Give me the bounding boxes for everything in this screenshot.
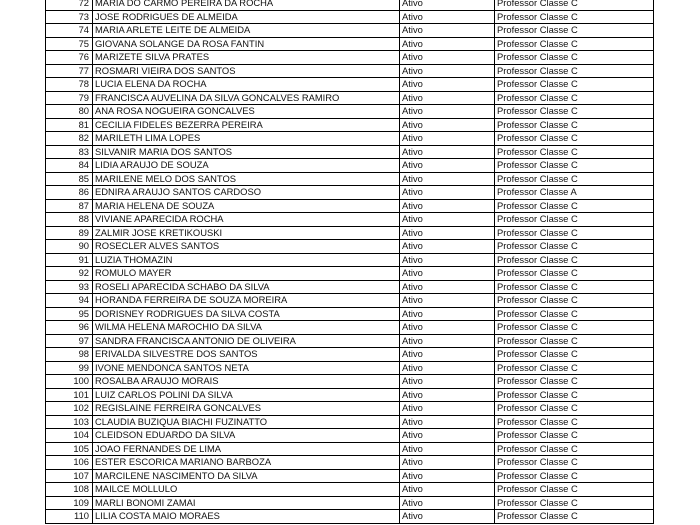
status-cell: Ativo — [400, 415, 495, 429]
role-cell: Professor Classe C — [495, 240, 654, 254]
status-cell: Ativo — [400, 510, 495, 524]
role-cell: Professor Classe C — [495, 429, 654, 443]
status-cell: Ativo — [400, 496, 495, 510]
row-number-cell: 105 — [46, 442, 93, 456]
status-cell: Ativo — [400, 78, 495, 92]
name-cell: MARIA DO CARMO PEREIRA DA ROCHA — [93, 0, 400, 10]
role-cell: Professor Classe C — [495, 496, 654, 510]
status-cell: Ativo — [400, 91, 495, 105]
name-cell: ROSELI APARECIDA SCHABO DA SILVA — [93, 280, 400, 294]
role-cell: Professor Classe C — [495, 375, 654, 389]
name-cell: MARIZETE SILVA PRATES — [93, 51, 400, 65]
table-row — [46, 24, 654, 38]
name-cell: LUZIA THOMAZIN — [93, 253, 400, 267]
name-cell: MARLI BONOMI ZAMAI — [93, 496, 400, 510]
row-number-cell: 89 — [46, 226, 93, 240]
role-cell: Professor Classe C — [495, 78, 654, 92]
name-cell: MARIA HELENA DE SOUZA — [93, 199, 400, 213]
table-row — [46, 51, 654, 65]
status-cell: Ativo — [400, 294, 495, 308]
status-cell: Ativo — [400, 64, 495, 78]
table-row — [46, 348, 654, 362]
name-cell: ROMULO MAYER — [93, 267, 400, 281]
status-cell: Ativo — [400, 253, 495, 267]
row-number-cell: 90 — [46, 240, 93, 254]
table-row — [46, 402, 654, 416]
status-cell: Ativo — [400, 334, 495, 348]
table-row — [46, 267, 654, 281]
row-number-cell: 107 — [46, 469, 93, 483]
role-cell: Professor Classe C — [495, 442, 654, 456]
status-cell: Ativo — [400, 483, 495, 497]
table-row — [46, 307, 654, 321]
table-row — [46, 91, 654, 105]
row-number-cell: 100 — [46, 375, 93, 389]
name-cell: MARCILENE NASCIMENTO DA SILVA — [93, 469, 400, 483]
role-cell: Professor Classe C — [495, 267, 654, 281]
name-cell: JOAO FERNANDES DE LIMA — [93, 442, 400, 456]
name-cell: JOSE RODRIGUES DE ALMEIDA — [93, 10, 400, 24]
name-cell: EDNIRA ARAUJO SANTOS CARDOSO — [93, 186, 400, 200]
name-cell: FRANCISCA AUVELINA DA SILVA GONCALVES RAMIRO — [93, 91, 400, 105]
name-cell: WILMA HELENA MAROCHIO DA SILVA — [93, 321, 400, 335]
table-row — [46, 483, 654, 497]
status-cell: Ativo — [400, 321, 495, 335]
status-cell: Ativo — [400, 469, 495, 483]
status-cell: Ativo — [400, 442, 495, 456]
status-cell: Ativo — [400, 51, 495, 65]
row-number-cell: 85 — [46, 172, 93, 186]
name-cell: LIDIA ARAUJO DE SOUZA — [93, 159, 400, 173]
row-number-cell: 84 — [46, 159, 93, 173]
table-row — [46, 10, 654, 24]
table-row — [46, 132, 654, 146]
table-row — [46, 388, 654, 402]
row-number-cell: 110 — [46, 510, 93, 524]
role-cell: Professor Classe C — [495, 348, 654, 362]
role-cell: Professor Classe C — [495, 24, 654, 38]
table-row — [46, 375, 654, 389]
name-cell: MARILETH LIMA LOPES — [93, 132, 400, 146]
name-cell: ZALMIR JOSE KRETIKOUSKI — [93, 226, 400, 240]
name-cell: VIVIANE APARECIDA ROCHA — [93, 213, 400, 227]
role-cell: Professor Classe C — [495, 456, 654, 470]
table-row — [46, 226, 654, 240]
document-page — [45, 0, 653, 524]
name-cell: ESTER ESCORICA MARIANO BARBOZA — [93, 456, 400, 470]
status-cell: Ativo — [400, 375, 495, 389]
table-row — [46, 105, 654, 119]
status-cell: Ativo — [400, 145, 495, 159]
role-cell: Professor Classe C — [495, 307, 654, 321]
name-cell: GIOVANA SOLANGE DA ROSA FANTIN — [93, 37, 400, 51]
name-cell: CLEIDSON EDUARDO DA SILVA — [93, 429, 400, 443]
name-cell: SANDRA FRANCISCA ANTONIO DE OLIVEIRA — [93, 334, 400, 348]
table-row — [46, 361, 654, 375]
status-cell: Ativo — [400, 348, 495, 362]
row-number-cell: 97 — [46, 334, 93, 348]
row-number-cell: 103 — [46, 415, 93, 429]
table-row — [46, 213, 654, 227]
status-cell: Ativo — [400, 388, 495, 402]
role-cell: Professor Classe C — [495, 415, 654, 429]
role-cell: Professor Classe C — [495, 0, 654, 10]
role-cell: Professor Classe C — [495, 280, 654, 294]
table-row — [46, 456, 654, 470]
row-number-cell: 94 — [46, 294, 93, 308]
role-cell: Professor Classe A — [495, 186, 654, 200]
row-number-cell: 93 — [46, 280, 93, 294]
role-cell: Professor Classe C — [495, 294, 654, 308]
table-row — [46, 186, 654, 200]
name-cell: SILVANIR MARIA DOS SANTOS — [93, 145, 400, 159]
row-number-cell: 80 — [46, 105, 93, 119]
row-number-cell: 99 — [46, 361, 93, 375]
row-number-cell: 101 — [46, 388, 93, 402]
table-row — [46, 145, 654, 159]
name-cell: LUIZ CARLOS POLINI DA SILVA — [93, 388, 400, 402]
status-cell: Ativo — [400, 37, 495, 51]
row-number-cell: 91 — [46, 253, 93, 267]
status-cell: Ativo — [400, 307, 495, 321]
table-row — [46, 64, 654, 78]
row-number-cell: 76 — [46, 51, 93, 65]
table-row — [46, 159, 654, 173]
name-cell: CECILIA FIDELES BEZERRA PEREIRA — [93, 118, 400, 132]
name-cell: ERIVALDA SILVESTRE DOS SANTOS — [93, 348, 400, 362]
row-number-cell: 92 — [46, 267, 93, 281]
status-cell: Ativo — [400, 132, 495, 146]
row-number-cell: 83 — [46, 145, 93, 159]
row-number-cell: 75 — [46, 37, 93, 51]
status-cell: Ativo — [400, 361, 495, 375]
role-cell: Professor Classe C — [495, 199, 654, 213]
row-number-cell: 82 — [46, 132, 93, 146]
table-row — [46, 321, 654, 335]
row-number-cell: 109 — [46, 496, 93, 510]
role-cell: Professor Classe C — [495, 402, 654, 416]
table-row — [46, 496, 654, 510]
role-cell: Professor Classe C — [495, 145, 654, 159]
role-cell: Professor Classe C — [495, 213, 654, 227]
status-cell: Ativo — [400, 0, 495, 10]
table-row — [46, 172, 654, 186]
name-cell: ROSALBA ARAUJO MORAIS — [93, 375, 400, 389]
name-cell: ANA ROSA NOGUEIRA GONCALVES — [93, 105, 400, 119]
staff-table — [45, 0, 654, 524]
status-cell: Ativo — [400, 213, 495, 227]
role-cell: Professor Classe C — [495, 159, 654, 173]
row-number-cell: 87 — [46, 199, 93, 213]
status-cell: Ativo — [400, 240, 495, 254]
name-cell: MARILENE MELO DOS SANTOS — [93, 172, 400, 186]
staff-table-body — [46, 0, 654, 523]
table-row — [46, 510, 654, 524]
table-row — [46, 442, 654, 456]
status-cell: Ativo — [400, 267, 495, 281]
status-cell: Ativo — [400, 280, 495, 294]
name-cell: HORANDA FERREIRA DE SOUZA MOREIRA — [93, 294, 400, 308]
status-cell: Ativo — [400, 10, 495, 24]
table-row — [46, 334, 654, 348]
name-cell: IVONE MENDONCA SANTOS NETA — [93, 361, 400, 375]
table-row — [46, 280, 654, 294]
name-cell: LILIA COSTA MAIO MORAES — [93, 510, 400, 524]
name-cell: ROSECLER ALVES SANTOS — [93, 240, 400, 254]
table-row — [46, 253, 654, 267]
role-cell: Professor Classe C — [495, 10, 654, 24]
table-row — [46, 78, 654, 92]
row-number-cell: 74 — [46, 24, 93, 38]
name-cell: ROSMARI VIEIRA DOS SANTOS — [93, 64, 400, 78]
role-cell: Professor Classe C — [495, 51, 654, 65]
status-cell: Ativo — [400, 429, 495, 443]
role-cell: Professor Classe C — [495, 105, 654, 119]
row-number-cell: 104 — [46, 429, 93, 443]
status-cell: Ativo — [400, 402, 495, 416]
status-cell: Ativo — [400, 118, 495, 132]
row-number-cell: 102 — [46, 402, 93, 416]
status-cell: Ativo — [400, 226, 495, 240]
row-number-cell: 72 — [46, 0, 93, 10]
name-cell: MARIA ARLETE LEITE DE ALMEIDA — [93, 24, 400, 38]
role-cell: Professor Classe C — [495, 172, 654, 186]
row-number-cell: 98 — [46, 348, 93, 362]
role-cell: Professor Classe C — [495, 334, 654, 348]
row-number-cell: 77 — [46, 64, 93, 78]
role-cell: Professor Classe C — [495, 510, 654, 524]
row-number-cell: 96 — [46, 321, 93, 335]
table-row — [46, 37, 654, 51]
role-cell: Professor Classe C — [495, 321, 654, 335]
row-number-cell: 95 — [46, 307, 93, 321]
role-cell: Professor Classe C — [495, 469, 654, 483]
table-row — [46, 118, 654, 132]
role-cell: Professor Classe C — [495, 361, 654, 375]
role-cell: Professor Classe C — [495, 388, 654, 402]
table-row — [46, 240, 654, 254]
table-row — [46, 415, 654, 429]
status-cell: Ativo — [400, 172, 495, 186]
row-number-cell: 88 — [46, 213, 93, 227]
status-cell: Ativo — [400, 105, 495, 119]
row-number-cell: 78 — [46, 78, 93, 92]
role-cell: Professor Classe C — [495, 91, 654, 105]
role-cell: Professor Classe C — [495, 483, 654, 497]
row-number-cell: 79 — [46, 91, 93, 105]
role-cell: Professor Classe C — [495, 64, 654, 78]
name-cell: CLAUDIA BUZIQUA BIACHI FUZINATTO — [93, 415, 400, 429]
table-row — [46, 199, 654, 213]
name-cell: LUCIA ELENA DA ROCHA — [93, 78, 400, 92]
table-row — [46, 469, 654, 483]
status-cell: Ativo — [400, 199, 495, 213]
status-cell: Ativo — [400, 24, 495, 38]
role-cell: Professor Classe C — [495, 226, 654, 240]
table-row — [46, 0, 654, 10]
row-number-cell: 86 — [46, 186, 93, 200]
row-number-cell: 106 — [46, 456, 93, 470]
status-cell: Ativo — [400, 456, 495, 470]
status-cell: Ativo — [400, 186, 495, 200]
row-number-cell: 108 — [46, 483, 93, 497]
row-number-cell: 73 — [46, 10, 93, 24]
status-cell: Ativo — [400, 159, 495, 173]
role-cell: Professor Classe C — [495, 37, 654, 51]
name-cell: REGISLAINE FERREIRA GONCALVES — [93, 402, 400, 416]
role-cell: Professor Classe C — [495, 253, 654, 267]
table-row — [46, 294, 654, 308]
name-cell: DORISNEY RODRIGUES DA SILVA COSTA — [93, 307, 400, 321]
role-cell: Professor Classe C — [495, 118, 654, 132]
role-cell: Professor Classe C — [495, 132, 654, 146]
name-cell: MAILCE MOLLULO — [93, 483, 400, 497]
row-number-cell: 81 — [46, 118, 93, 132]
table-row — [46, 429, 654, 443]
